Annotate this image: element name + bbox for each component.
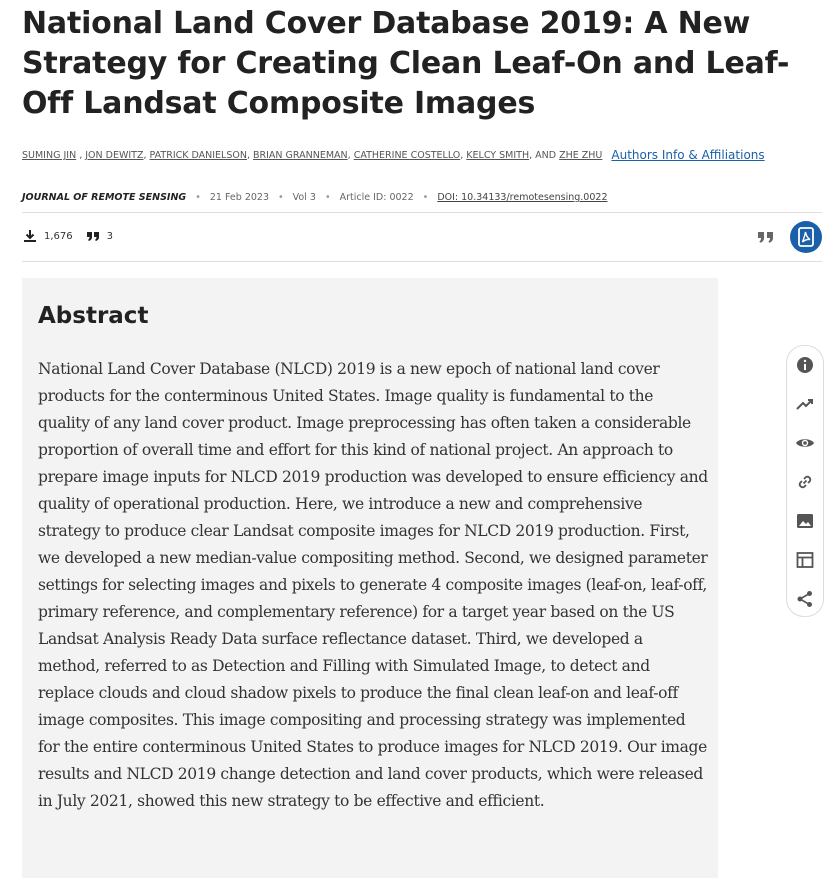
citation-count: 3 [106, 230, 114, 242]
download-icon [22, 228, 38, 244]
abstract-section [22, 278, 718, 878]
info-icon[interactable] [795, 355, 815, 375]
image-icon[interactable] [795, 511, 815, 531]
author-link[interactable]: ZHE ZHU [559, 150, 603, 161]
publication-date: 21 Feb 2023 [209, 192, 269, 203]
authors-affiliations-link[interactable]: Authors Info & Affiliations [611, 148, 765, 162]
doi-link[interactable]: DOI: 10.34133/remotesensing.0022 [437, 192, 608, 203]
author-list: SUMING JIN , JON DEWITZ, PATRICK DANIELSON, BRIAN GRANNEMAN, CATHERINE COSTELLO, KELCY SMITH, AND ZHE ZHU Authors Info & Affiliations [22, 148, 765, 162]
view-icon[interactable] [795, 433, 815, 453]
author-link[interactable]: CATHERINE COSTELLO [353, 150, 461, 161]
cite-icon[interactable] [756, 228, 776, 246]
pdf-icon [790, 221, 822, 253]
share-icon[interactable] [795, 589, 815, 609]
authors-and: AND [535, 150, 557, 161]
journal-name[interactable]: JOURNAL OF REMOTE SENSING [22, 192, 187, 203]
volume: Vol 3 [292, 192, 316, 203]
author-link[interactable]: SUMING JIN [22, 150, 77, 161]
abstract-text: National Land Cover Database (NLCD) 2019 is a new epoch of national land cover products for the conterminous United States. Image quality is fundamental to the quality of any land cover product. Image preprocessing has often taken a considerable proportion of overall time and effort for this kind of national project. An approach to prepare image inputs for NLCD 2019 production was developed to ensure efficiency and quality of operational production. Here, we introduce a new and comprehensive strategy to produce clear Landsat composite images for NLCD 2019 production. First, we developed a new median-value compositing method. Second, we designed parameter settings for selecting images and pixels to generate 4 composite images (leaf-on, leaf-off, primary reference, and complementary reference) for a target year based on the US Landsat Analysis Ready Data surface reflectance dataset. Third, we developed a method, referred to as Detection and Filling with Simulated Image, to detect and replace clouds and cloud shadow pixels to produce the final clean leaf-on and leaf-off image composites. This image compositing and processing strategy was implemented for the entire conterminous United States to produce images for NLCD 2019. Our image results and NLCD 2019 change detection and land cover products, which were released in July 2021, showed this new strategy to be effective and efficient. [38, 360, 708, 810]
author-link[interactable]: KELCY SMITH [466, 150, 530, 161]
metrics-icon[interactable] [795, 394, 815, 414]
abstract-heading: Abstract [38, 303, 149, 329]
link-icon[interactable] [795, 472, 815, 492]
quote-icon [85, 228, 101, 244]
article-title: National Land Cover Database 2019: A New Strategy for Creating Clean Leaf-On and Leaf-Off Landsat Composite Images [22, 6, 790, 121]
side-toolbar [786, 345, 824, 617]
article-meta: JOURNAL OF REMOTE SENSING • 21 Feb 2023 • Vol 3 • Article ID: 0022 • DOI: 10.34133/remotesensing.0022 [22, 192, 608, 203]
divider [22, 261, 822, 262]
author-link[interactable]: BRIAN GRANNEMAN [253, 150, 348, 161]
author-link[interactable]: JON DEWITZ [85, 150, 144, 161]
divider [22, 212, 822, 213]
pdf-download-button[interactable] [790, 221, 822, 253]
download-count: 1,676 [44, 230, 73, 242]
article-id: Article ID: 0022 [339, 192, 414, 203]
article-stats [22, 228, 125, 244]
author-link[interactable]: PATRICK DANIELSON [149, 150, 247, 161]
table-icon[interactable] [795, 550, 815, 570]
